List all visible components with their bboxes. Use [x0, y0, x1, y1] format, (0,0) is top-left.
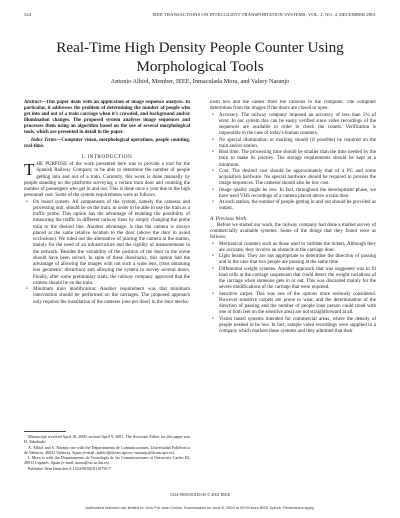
- footnote: I. Mora is with the Departamento de Tecnología de las Comunicaciones at University Carlos III, 28911 Leganés, Spain (e-mail: imora@tsc.uc3m.es).: [24, 455, 190, 465]
- author-list: Antonio Albiol, Member, IEEE, Inmaculada Mora, and Valery Naranjo: [110, 78, 290, 85]
- list-item: • Light beams. They are not appropriate to determine the direction of passing and in the case that two people are passing at the same time.: [210, 254, 376, 267]
- footnote: Publisher Item Identifier S 1524-9050(01)10750-7.: [28, 465, 112, 471]
- abstract: [24, 100, 190, 137]
- subsection-heading-previous-work: A. Previous Work: [210, 215, 247, 222]
- index-terms-text: Computer vision, morphological operations, people counting, real-time.: [24, 137, 190, 149]
- requirements-list-continued: [210, 113, 376, 213]
- abstract-text: This paper deals with an application of image sequence analysis. In particular, it addresses the problem of determining the number of people who get into and out of a train carriage when it's crowded, and background and/or illumination changes. The proposed system analyses image sequences and processes them using an algorithm based on the use of several morphological tools, which are presented in detail in the paper.: [24, 100, 190, 136]
- left-column: [24, 100, 190, 480]
- index-terms: [24, 138, 190, 150]
- abstract-label: Abstract—: [24, 100, 46, 105]
- list-item: • No special illumination or marking should (if possible) be required on the train and/or station.: [210, 138, 376, 151]
- list-item: • Sensitive carpet. This was one of the options more seriously considered. However sensitive carpets are prone to wear, and the determination of the direction of passing and the number of people (one person could tread with one or both feet on the sensitive area) are not straightforward at all.: [210, 292, 376, 317]
- list-item: • Vision based systems intended for commercial areas, where the density of people needed to be low. In fact, sample video recordings were supplied to a company which markets these systems and they admitted that their: [210, 317, 376, 336]
- running-head: [24, 12, 376, 20]
- journal-header: IEEE TRANSACTIONS ON INTELLIGENT TRANSPORTATION SYSTEMS, VOL. 2, NO. 4, DECEMBER 2001: [152, 12, 376, 17]
- footnotes: [24, 431, 190, 471]
- list-item: • Image quality might be low. In fact, throughout the development phase, we have used VHS recordings of a camera placed above a train door.: [210, 188, 376, 201]
- list-item: • At each station, the number of people getting in and out should be provided as output.: [210, 200, 376, 213]
- page-number: 324: [24, 12, 32, 17]
- footnote-rule: [24, 431, 66, 432]
- list-item: • Real time. The processing time should be smaller than the time needed by the train to make its journey. The storage requirements should be kept at a minimum.: [210, 150, 376, 169]
- intro-paragraph: [24, 162, 190, 200]
- list-item: • Minimum train modification: Another requirement was that minimum intervention should be performed on the carriages. The proposed approach only requires the installation of the cameras (one per door) in the door mecha-: [24, 287, 190, 306]
- requirements-list: [24, 200, 190, 306]
- list-item: • Differential weight systems. Another approach that was suggested was to fit load cells at the carriage suspension that could detect the weight variations of the carriage when someone gets in or out. This was discarded mainly for the severe modifications of the carriage that were required.: [210, 267, 376, 292]
- issn-copyright-line: 1524-9050/01$10.00 © 2001 IEEE: [169, 492, 231, 497]
- index-terms-label: Index Terms—: [31, 137, 62, 143]
- right-column: [210, 100, 376, 486]
- footnote: A. Albiol and V. Naranjo are with the Departamento de Comunicaciones, Universidad Politécnica de Valencia, 46022 Valencia, Spain (e-mail: alabiol@dcom.upv.es; vnaranjo@dcom.upv.es).: [24, 444, 190, 455]
- list-item: • Mechanical counters such as those used to validate the tickets. Although they are accurate, they involve an obstacle at the carriage door.: [210, 242, 376, 255]
- intro-text: HE PURPOSE of the work presented here was to provide a tool for the Spanish Railway Company to be able to determine the number of people getting into and out of a train. Currently, this work is done manually by people standing on the platforms surveying a certain train door and counting the number of passengers who get in and out. This is done once a year due to the high personnel cost. Some of the system requirements were as follows.: [24, 162, 190, 199]
- previous-work-list: [210, 242, 376, 336]
- list-item: • On board system. All components of the system, namely the cameras and processing unit, should be on the train, in order to be able to use the train as a traffic probe. This option has the advantage of enabling the possibility of measuring the traffic in different railway lines by simply changing the probe train to the desired line. Another advantage, is that the camera is always placed at the same relative location to the door (above the door to avoid occlusions). We ruled out the alternative of placing the camera at the station, mainly for the need of an infrastructure and the rigidity of measurements in the network. Besides the variability of the position of the door in the scene should have been solved. In spite of these drawbacks, this option had the advantage of allowing the images with not such a wide lens, (thus obtaining less geometric distortion) and allowing the system to survey several doors. Finally, after some preliminary trials, the railway company approved that the camera should be on the train.: [24, 200, 190, 288]
- list-item: • Accuracy. The railway company imposed an accuracy of less than 5% of error. In our system this can be easily verified since video recordings of the sequences are available in order to check the counts. Verification is impossible in the case of today's human counters.: [210, 113, 376, 138]
- continuation-text: nism box and the cables from the cameras to the computer. The computer determines from the images if the doors are closed or open.: [210, 100, 376, 112]
- license-notice: Authorized licensed use limited to: Univ Pol Juan Carlos. Downloaded on June 8, 2009 at 09:54 from IEEE Xplore. Restrictions apply.: [85, 505, 315, 510]
- paper-title: Real-Time High Density People Counter Using Morphological Tools: [56, 39, 344, 75]
- drop-cap: T: [24, 160, 35, 179]
- footnote: Manuscript received April 10, 2000; revised April 9, 2001. The Associate Editor for this paper was H. Takahashi.: [24, 434, 190, 444]
- previous-work-paragraph: Before we started our work, the railway company had done a market survey of commercially available systems. Some of the things that they found were as follows:: [210, 222, 376, 241]
- list-item: • Cost. The desired cost should be approximately that of a PC and some acquisition hardware. No special hardware should be required to process the image sequences. The cameras should also be low cost.: [210, 169, 376, 188]
- section-heading-introduction: I. INTRODUCTION: [81, 153, 133, 160]
